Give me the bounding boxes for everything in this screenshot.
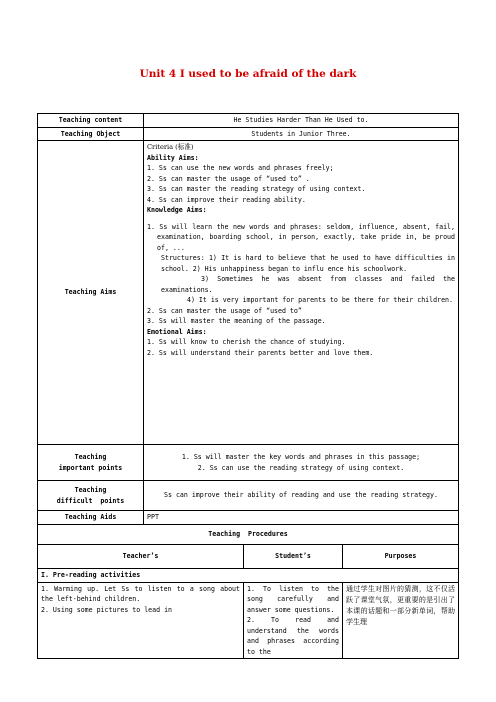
teaching-content-label: Teaching content	[38, 114, 144, 128]
label-line: Teaching	[74, 453, 107, 461]
ability-aim-item: 3. Ss can master the reading strategy of using context.	[147, 185, 366, 193]
teacher-activity-cell: 1. Warming up. Let Ss to listen to a song about the left-behind children. 2. Using some pictures to lead in	[38, 582, 244, 659]
structures-text: 3) Sometimes he was absent from classes and failed the examinations.	[161, 275, 455, 294]
row-section-pre-reading	[38, 569, 459, 583]
ability-aim-item: 4. Ss can improve their reading ability.	[147, 195, 306, 204]
difficult-points-content: Ss can improve their ability of reading and use the reading strategy.	[144, 481, 459, 511]
procedures-title: Teaching Procedures	[38, 525, 459, 545]
important-point-item: 2. Ss can use the reading strategy of using context.	[197, 463, 405, 472]
row-difficult-points	[38, 481, 459, 511]
knowledge-aims-heading: Knowledge Aims:	[147, 206, 207, 214]
row-important-points	[38, 445, 459, 481]
knowledge-aim-item: 2. Ss can master the usage of “used to”	[147, 306, 302, 315]
col-header-student: Student’s	[244, 545, 343, 569]
row-teaching-content	[38, 114, 459, 128]
page-title: Unit 4 I used to be afraid of the dark	[139, 68, 357, 80]
important-points-label	[38, 445, 144, 481]
ability-aims-heading: Ability Aims:	[147, 153, 199, 162]
student-activity-cell: 1. To listen to the song carefully and answer some questions. 2. To read and understand the words and phrases according to the	[244, 582, 343, 659]
teaching-aims-content	[144, 141, 459, 445]
important-point-item: 1. Ss will master the key words and phrases in this passage;	[181, 453, 421, 461]
col-header-teacher: Teacher’s	[38, 545, 244, 569]
label-line: difficult points	[56, 496, 125, 505]
structures-text: 4) It is very important for parents to be there for their children.	[187, 296, 453, 304]
teaching-object-value: Students in Junior Three.	[144, 127, 459, 141]
emotional-aim-item: 2. Ss will understand their parents better and love them.	[147, 348, 374, 357]
lesson-plan-table	[37, 113, 459, 659]
row-activity	[38, 582, 459, 659]
teaching-aids-value: PPT	[144, 511, 459, 525]
col-header-purposes: Purposes	[343, 545, 459, 569]
difficult-points-label	[38, 481, 144, 511]
ability-aim-item: 1. Ss can use the new words and phrases freely;	[147, 164, 334, 172]
important-points-content	[144, 445, 459, 481]
label-line: Teaching	[74, 486, 107, 494]
emotional-aims-heading: Emotional Aims:	[147, 327, 207, 336]
teaching-content-value: He Studies Harder Than He Used to.	[144, 114, 459, 128]
knowledge-aim-item: 1. Ss will learn the new words and phrases: seldom, influence, absent, fail, examination, boarding school, in person, exactly, take pride in, be proud of, ...	[147, 222, 455, 252]
teaching-object-label: Teaching Object	[38, 127, 144, 141]
section-heading: I. Pre-reading activities	[38, 569, 459, 583]
row-teaching-object	[38, 127, 459, 141]
teaching-aims-label: Teaching Aims	[38, 141, 144, 445]
teaching-aids-label: Teaching Aids	[38, 511, 144, 525]
row-teaching-aims	[38, 141, 459, 445]
structures-text: Structures: 1) It is hard to believe that he used to have difficulties in school. 2) His unhappiness began to influ ence his schoolwork.	[161, 254, 455, 273]
purpose-cell: 通过学生对图片的猜测，这不仅活跃了课堂气氛，更重要的是引出了本课的话题和一部分新单词，帮助学生理	[343, 582, 459, 659]
criteria-line: Criteria (标准)	[147, 143, 194, 151]
emotional-aim-item: 1. Ss will know to cherish the chance of studying.	[147, 338, 346, 346]
ability-aim-item: 2. Ss can master the usage of “used to” .	[147, 174, 310, 183]
label-line: important points	[58, 463, 123, 472]
row-procedures-header	[38, 545, 459, 569]
row-teaching-aids	[38, 511, 459, 525]
knowledge-aim-item: 3. Ss will master the meaning of the passage.	[147, 317, 326, 325]
row-procedures-title	[38, 525, 459, 545]
